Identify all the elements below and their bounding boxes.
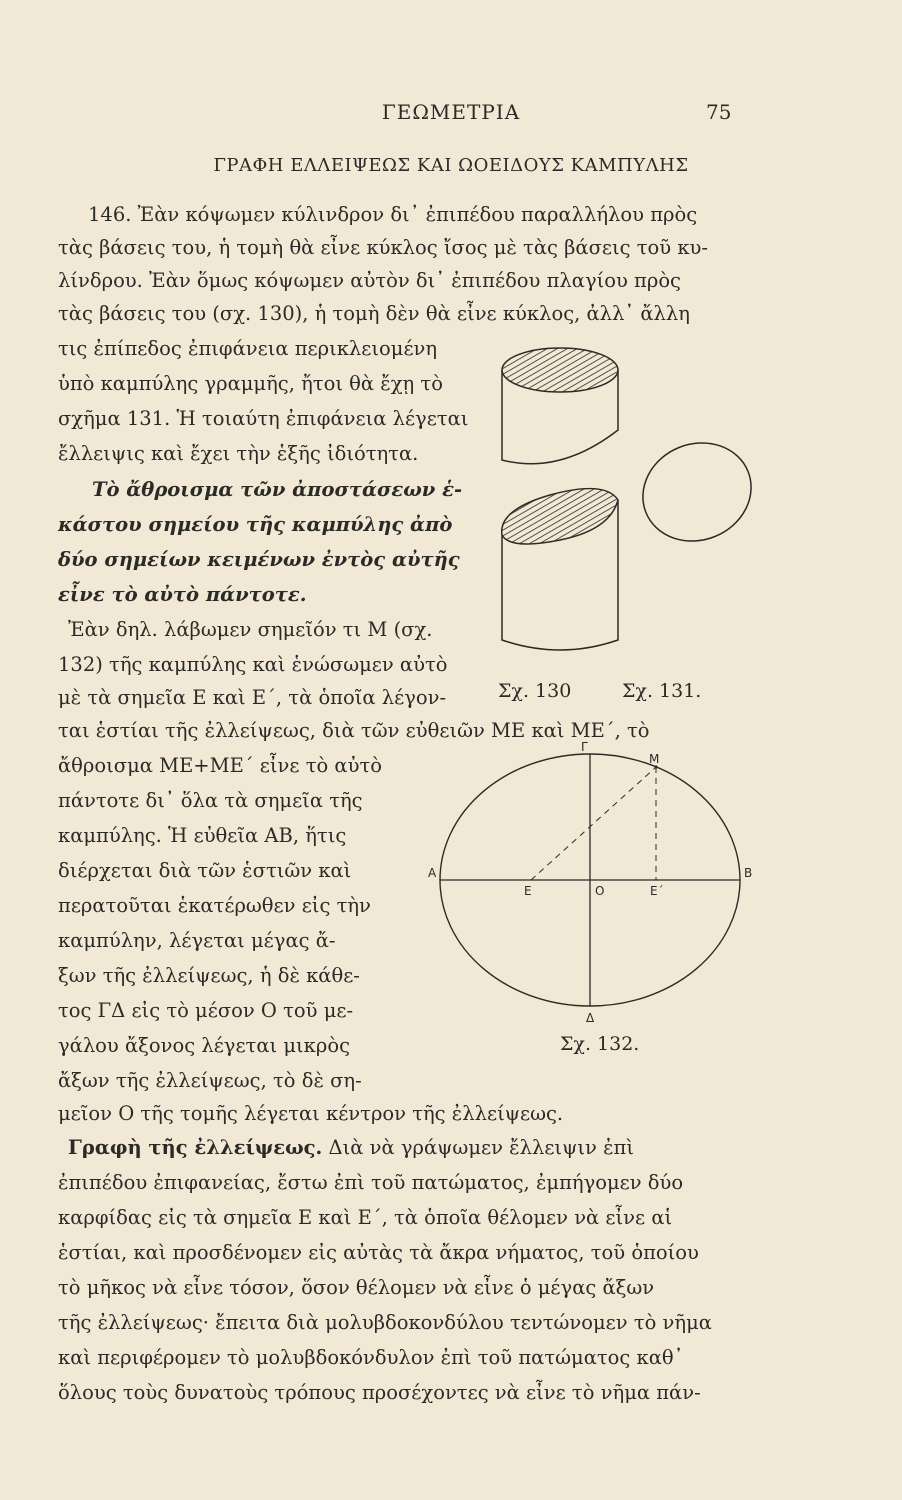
label-center-o: Ο [595,884,605,898]
text-line: ται ἑστίαι τῆς ἐλλείψεως, διὰ τῶν εὐθειῶν ΜΕ καὶ ΜΕ΄, τὸ [58,719,650,742]
text-line: ἐπιπέδου ἐπιφανείας, ἔστω ἐπὶ τοῦ πατώματος, ἐμπήγομεν δύο [58,1171,684,1194]
text-line: μεῖον Ο τῆς τομῆς λέγεται κέντρον τῆς ἐλλείψεως. [58,1102,564,1125]
figure-131-ellipse [632,420,762,560]
property-statement-line: κάστου σημείου τῆς καμπύλης ἀπὸ [58,513,453,536]
label-point-m: Μ [649,752,660,766]
page-number: 75 [706,100,732,124]
figure-132-lower-label [582,1008,602,1028]
figure-132-ellipse-axes [420,740,760,1010]
property-statement-line: εἶνε τὸ αὐτὸ πάντοτε. [58,583,307,606]
text-line: καὶ περιφέρομεν τὸ μολυβδοκόνδυλον ἐπὶ τοῦ πατώματος καθ᾽ [58,1346,684,1369]
text-line: τῆς ἐλλείψεως· ἔπειτα διὰ μολυβδοκονδύλου τεντώνομεν τὸ νῆμα [58,1311,712,1334]
text-line: τὸ μῆκος νὰ εἶνε τόσον, ὅσον θέλομεν νὰ εἶνε ὁ μέγας ἄξων [58,1276,655,1299]
section-title: ΓΡΑΦΗ ΕΛΛΕΙΨΕΩΣ ΚΑΙ ΩΟΕΙΔΟΥΣ ΚΑΜΠΥΛΗΣ [213,155,689,176]
text-line: ὅλους τοὺς δυνατοὺς τρόπους προσέχοντες νὰ εἶνε τὸ νῆμα πάν- [58,1381,701,1404]
text-line: καμπύλην, λέγεται μέγας ἄ- [58,929,336,952]
text-line: διέρχεται διὰ τῶν ἑστιῶν καὶ [58,859,352,882]
text-line: ἔλλειψις καὶ ἔχει τὴν ἑξῆς ἰδιότητα. [58,442,419,465]
label-point-a: Α [428,866,437,880]
text-line: τὰς βάσεις του (σχ. 130), ἡ τομὴ δὲν θὰ εἶνε κύκλος, ἀλλ᾽ ἄλλη [58,302,690,325]
figure-131-caption: Σχ. 131. [622,680,702,702]
text-line: 132) τῆς καμπύλης καὶ ἑνώσωμεν αὐτὸ [58,653,448,676]
label-point-d: Δ [586,1011,595,1025]
text-line: ἄθροισμα ΜΕ+ΜΕ΄ εἶνε τὸ αὐτὸ [58,754,382,777]
figure-132-caption: Σχ. 132. [560,1033,640,1055]
label-point-b: Β [744,866,753,880]
label-point-g: Γ [581,740,588,754]
text-line: πάντοτε δι᾽ ὅλα τὰ σημεῖα τῆς [58,789,363,812]
text-line: καρφίδας εἰς τὰ σημεῖα Ε καὶ Ε΄, τὰ ὁποῖα θέλομεν νὰ εἶνε αἱ [58,1206,673,1229]
property-statement-line: Τὸ ἄθροισμα τῶν ἀποστάσεων ἑ- [92,478,463,501]
text-line: ξων τῆς ἐλλείψεως, ἡ δὲ κάθε- [58,964,360,987]
figure-130-cut-cylinder [490,335,640,675]
text-line: καμπύλης. Ἡ εὐθεῖα ΑΒ, ἥτις [58,824,347,847]
text-line: λίνδρου. Ἐὰν ὅμως κόψωμεν αὐτὸν δι᾽ ἐπιπέδου πλαγίου πρὸς [58,269,681,292]
label-focus-e: Ε [524,884,532,898]
text-line: Ἐὰν δηλ. λάβωμεν σημεῖόν τι Μ (σχ. [68,618,433,641]
paragraph-heading: Γραφὴ τῆς ἐλλείψεως. [68,1136,323,1159]
text-line: ὑπὸ καμπύλης γραμμῆς, ἤτοι θὰ ἔχῃ τὸ [58,372,443,395]
text-line: ἄξων τῆς ἐλλείψεως, τὸ δὲ ση- [58,1069,362,1092]
figure-130-caption: Σχ. 130 [498,680,572,702]
text-line: τὰς βάσεις του, ἡ τομὴ θὰ εἶνε κύκλος ἴσος μὲ τὰς βάσεις τοῦ κυ- [58,236,708,259]
text-line: μὲ τὰ σημεῖα Ε καὶ Ε΄, τὰ ὁποῖα λέγον- [58,686,447,709]
property-statement-line: δύο σημείων κειμένων ἐντὸς αὐτῆς [58,548,460,571]
text-line: τος ΓΔ εἰς τὸ μέσον Ο τοῦ με- [58,999,354,1022]
running-title: ΓΕΩΜΕΤΡΙΑ [381,100,521,124]
text-line: γάλου ἄξονος λέγεται μικρὸς [58,1034,350,1057]
text-line: 146. Ἐὰν κόψωμεν κύλινδρον δι᾽ ἐπιπέδου παραλλήλου πρὸς [88,203,698,226]
text-line [68,1138,634,1158]
text-line: ἑστίαι, καὶ προσδένομεν εἰς αὐτὰς τὰ ἄκρα νήματος, τοῦ ὁποίου [58,1241,699,1264]
text-line: τις ἐπίπεδος ἐπιφάνεια περικλειομένη [58,337,438,360]
paragraph-text: Διὰ νὰ γράψωμεν ἔλλειψιν ἐπὶ [322,1136,634,1159]
text-line: σχῆμα 131. Ἡ τοιαύτη ἐπιφάνεια λέγεται [58,407,469,430]
label-focus-e-prime: Ε΄ [650,884,664,898]
text-line: περατοῦται ἑκατέρωθεν εἰς τὴν [58,894,371,917]
